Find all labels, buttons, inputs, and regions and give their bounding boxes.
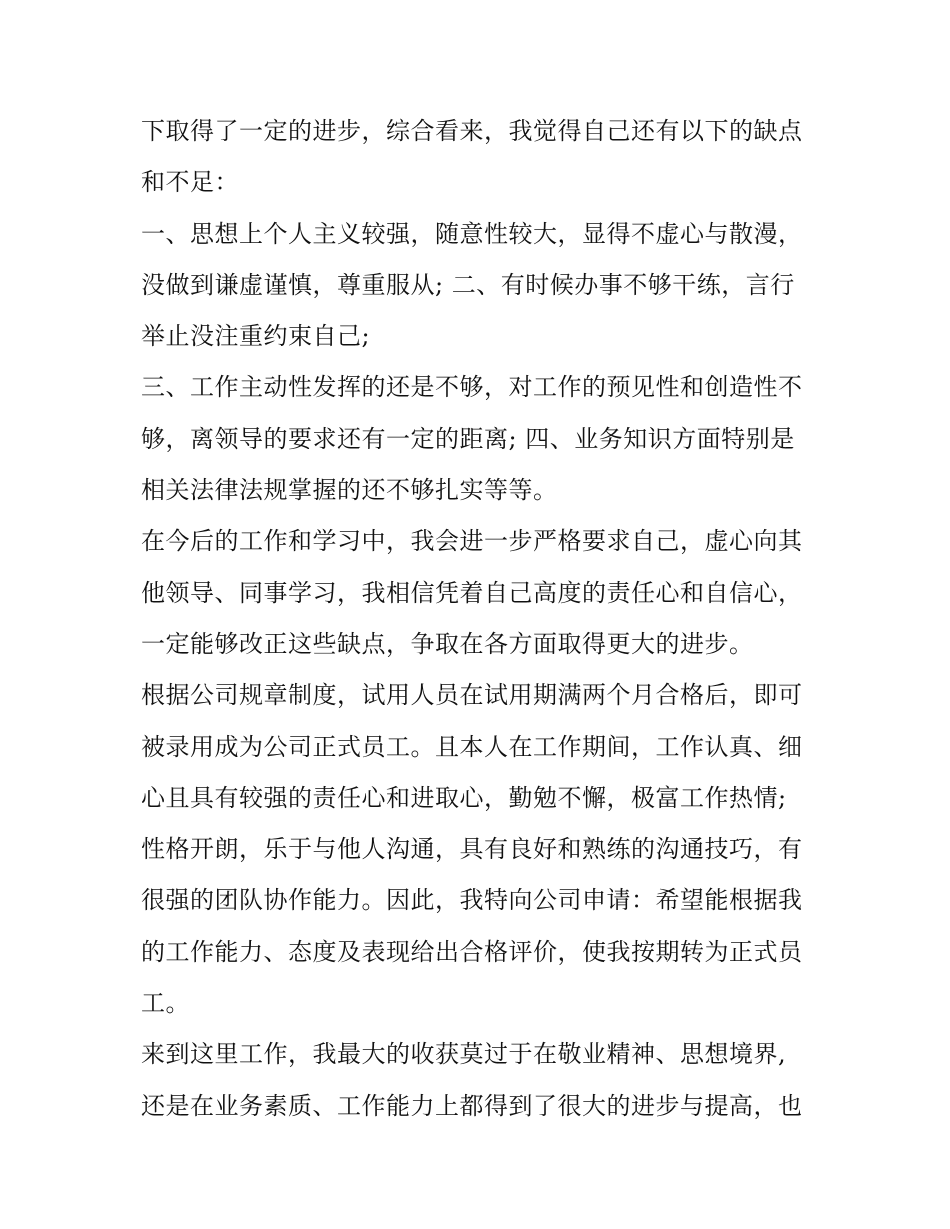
text-line: 心且具有较强的责任心和进取心，勤勉不懈，极富工作热情; <box>141 783 787 812</box>
text-line: 很强的团队协作能力。因此，我特向公司申请：希望能根据我 <box>141 886 803 915</box>
text-line: 根据公司规章制度，试用人员在试用期满两个月合格后，即可 <box>141 681 803 710</box>
text-line: 被录用成为公司正式员工。且本人在工作期间，工作认真、细 <box>141 732 803 761</box>
text-line: 性格开朗，乐于与他人沟通，具有良好和熟练的沟通技巧，有 <box>141 835 803 864</box>
document-body <box>141 106 821 1132</box>
text-line: 在今后的工作和学习中，我会进一步严格要求自己，虚心向其 <box>141 527 803 556</box>
text-line: 举止没注重约束自己; <box>141 322 371 351</box>
text-line: 没做到谦虚谨慎，尊重服从; 二、有时候办事不够干练，言行 <box>141 270 795 299</box>
text-line: 来到这里工作，我最大的收获莫过于在敬业精神、思想境界, <box>141 1040 787 1069</box>
text-line: 下取得了一定的进步，综合看来，我觉得自己还有以下的缺点 <box>141 117 803 145</box>
text-line: 工。 <box>141 989 190 1018</box>
text-line: 他领导、同事学习，我相信凭着自己高度的责任心和自信心， <box>141 578 803 607</box>
text-line: 相关法律法规掌握的还不够扎实等等。 <box>141 476 558 505</box>
text-line: 和不足： <box>141 168 239 197</box>
text-line: 一定能够改正这些缺点，争取在各方面取得更大的进步。 <box>141 629 754 658</box>
text-line: 够，离领导的要求还有一定的距离; 四、业务知识方面特别是 <box>141 424 795 453</box>
text-line: 三、工作主动性发挥的还是不够，对工作的预见性和创造性不 <box>141 373 803 402</box>
text-line: 一、思想上个人主义较强，随意性较大，显得不虚心与散漫， <box>141 219 803 248</box>
text-line: 还是在业务素质、工作能力上都得到了很大的进步与提高，也 <box>141 1091 803 1120</box>
text-line: 的工作能力、态度及表现给出合格评价，使我按期转为正式员 <box>141 937 803 966</box>
